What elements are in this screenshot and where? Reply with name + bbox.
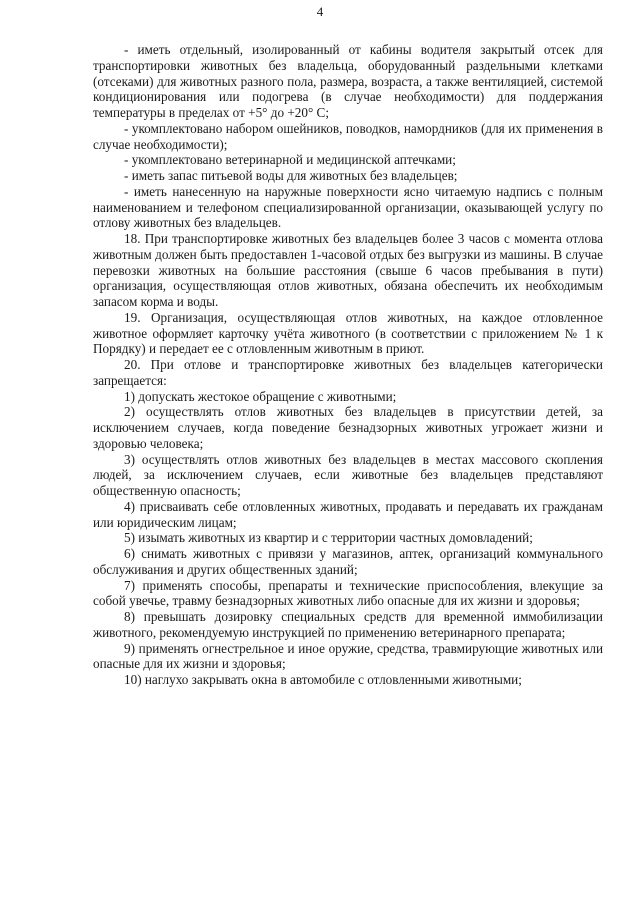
list-item-8: 8) превышать дозировку специальных средств для временной иммобилизации животного, рекомендуемую инструкцией по применению ветеринарного препарата;	[93, 609, 603, 640]
list-item-6: 6) снимать животных с привязи у магазинов, аптек, организаций коммунального обслуживания и других общественных зданий;	[93, 546, 603, 577]
paragraph-first-aid-kits: - укомплектовано ветеринарной и медицинской аптечками;	[124, 152, 456, 168]
paragraph-19-registration-card: 19. Организация, осуществляющая отлов животных, на каждое отловленное животное оформляет карточку учёта животного (в соответствии с приложением № 1 к Порядку) и передает ее с отловленным животным в приют.	[93, 309, 603, 357]
document-body	[93, 42, 603, 688]
paragraph-collars-leashes: - укомплектовано набором ошейников, поводков, намордников (для их применения в случае необходимости);	[93, 120, 603, 152]
paragraph-18-transport-rest: 18. При транспортировке животных без владельцев более 3 часов с момента отлова животным должен быть предоставлен 1-часовой отдых без выгрузки из машины. В случае перевозки животных на большие расстояния (свыше 6 часов пребывания в пути) организация, осуществляющая отлов животных, обязана обеспечить их необходимым запасом корма и воды.	[93, 231, 603, 309]
list-item-2: 2) осуществлять отлов животных без владельцев в присутствии детей, за исключением случаев, когда поведение безнадзорных животных угрожает жизни и здоровью человека;	[93, 404, 603, 451]
paragraph-20-prohibitions: 20. При отлове и транспортировке животных без владельцев категорически запрещается:	[93, 357, 603, 388]
list-item-10: 10) наглухо закрывать окна в автомобиле с отловленными животными;	[124, 672, 522, 687]
list-item-7: 7) применять способы, препараты и технические приспособления, влекущие за собой увечье, травму безнадзорных животных либо опасные для их жизни и здоровья;	[93, 577, 603, 609]
paragraph-compartment-requirement: - иметь отдельный, изолированный от кабины водителя закрытый отсек для транспортировки животных без владельца, оборудованный раздельными клетками (отсеками) для животных разного пола, размера, возраста, а также вентиляцией, системой кондиционирования или подогрева (в случае необходимости) для поддержания температуры в пределах от +5° до +20° С;	[93, 42, 603, 120]
list-item-1: 1) допускать жестокое обращение с животными;	[124, 388, 397, 404]
list-item-4: 4) присваивать себе отловленных животных, продавать и передавать их гражданам или юридическим лицам;	[93, 498, 603, 530]
list-item-5: 5) изымать животных из квартир и с территории частных домовладений;	[124, 530, 533, 546]
list-item-9: 9) применять огнестрельное и иное оружие, средства, травмирующие животных или опасные для их жизни и здоровья;	[93, 640, 603, 672]
list-item-3: 3) осуществлять отлов животных без владельцев в местах массового скопления людей, за исключением случаев, если животные без владельцев представляют общественную опасность;	[93, 451, 603, 498]
paragraph-vehicle-inscription: - иметь нанесенную на наружные поверхности ясно читаемую надпись с полным наименованием и телефоном специализированной организации, оказывающей услугу по отлову животных без владельцев.	[93, 183, 603, 231]
paragraph-water-supply: - иметь запас питьевой воды для животных без владельцев;	[124, 168, 458, 183]
page-number: 4	[316, 4, 324, 19]
